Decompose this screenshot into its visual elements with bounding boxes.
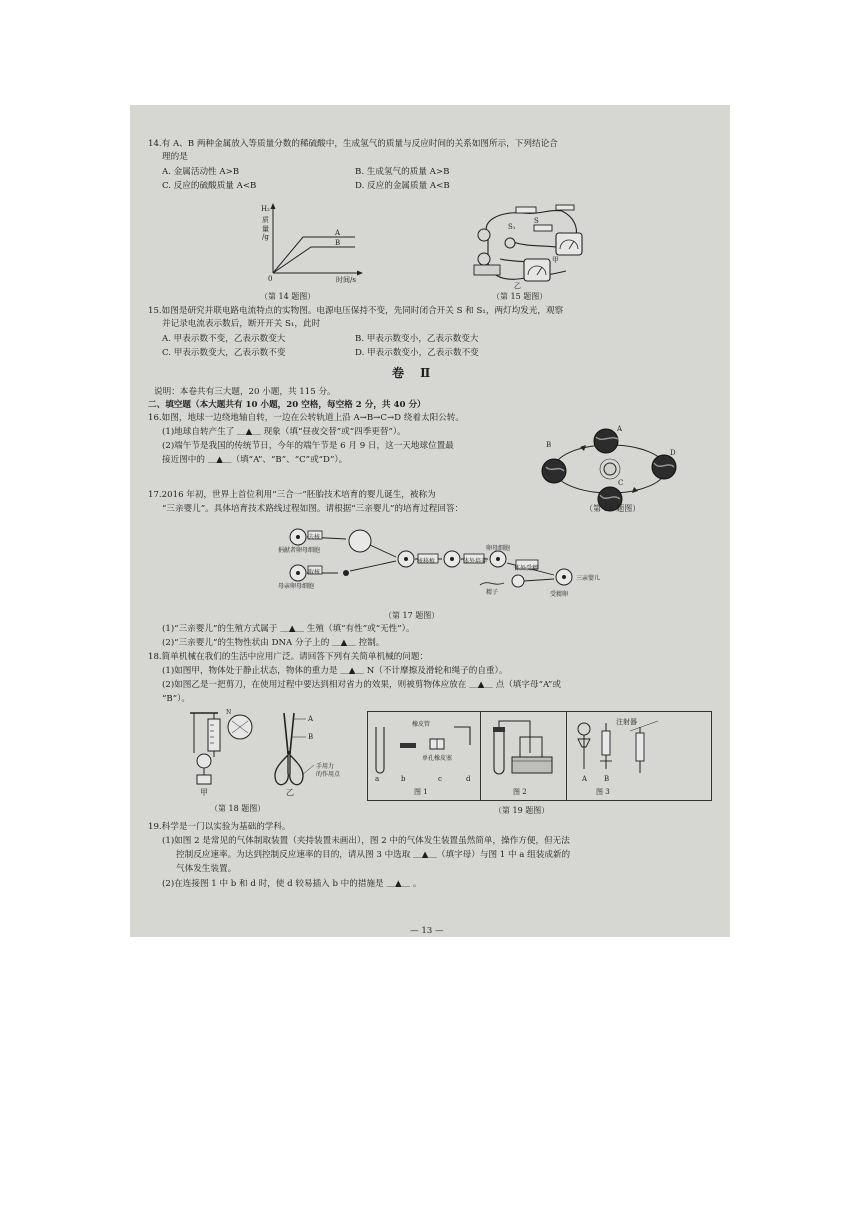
q17-node-zygote: 受精卵 bbox=[550, 591, 569, 598]
q19-label-option-a: A bbox=[582, 775, 588, 783]
q15-option-c: C. 甲表示数变大，乙表示数不变 bbox=[162, 348, 286, 358]
q15-circuit-figure bbox=[470, 201, 600, 291]
q17-sub1: (1)“三亲婴儿”的生殖方式属于 ＿▲＿ 生殖（填“有性”或“无性”）。 bbox=[162, 624, 415, 634]
q14-line-a-label: A bbox=[335, 229, 341, 237]
q19-label-stopper: 单孔橡皮塞 bbox=[422, 755, 453, 762]
q16-sub2-line2: 接近图中的 ＿▲＿（填“A”、“B”、“C”或“D”）。 bbox=[162, 455, 348, 465]
q15-stem-line2: 并记录电流表示数后，断开开关 S₁，此时 bbox=[162, 319, 321, 329]
q16-label-a: A bbox=[617, 425, 623, 433]
q18-sub1: (1)如图甲，物体处于静止状态，物体的重力是 ＿▲＿ N（不计摩擦及滑轮和绳子的自重）。 bbox=[162, 666, 508, 676]
q18-label-hand-force: 手用力 bbox=[316, 763, 335, 770]
q18-label-yi: 乙 bbox=[286, 788, 294, 797]
q14-origin-label: 0 bbox=[268, 275, 273, 283]
q14-option-d: D. 反应的金属质量 A<B bbox=[355, 181, 450, 191]
q19-fig2-apparatus bbox=[484, 717, 564, 787]
q17-node-nuclear-transfer: 核移植 bbox=[417, 558, 436, 565]
q17-node-donor-oocyte: 捐献者卵母细胞 bbox=[278, 547, 321, 554]
q15-option-b: B. 甲表示数变小，乙表示数变大 bbox=[355, 334, 479, 344]
q18-label-force-point: 的作用点 bbox=[316, 771, 341, 778]
q15-ammeter-jia-label: 甲 bbox=[552, 256, 559, 264]
q14-option-c: C. 反应的硫酸质量 A<B bbox=[162, 181, 257, 191]
q14-line-b-label: B bbox=[335, 239, 341, 247]
q14-y-label-3: 量 bbox=[262, 225, 269, 233]
q15-option-a: A. 甲表示数不变，乙表示数变大 bbox=[162, 334, 286, 344]
q17-stem-line2: “三亲婴儿”。具体培育技术路线过程如图。请根据“三亲婴儿”的培育过程回答： bbox=[162, 504, 464, 514]
q16-caption: （第 16 题图） bbox=[585, 504, 641, 513]
q14-y-label-2: 质 bbox=[262, 216, 269, 224]
q19-fig3-options bbox=[570, 717, 706, 787]
q14-option-b: B. 生成氢气的质量 A>B bbox=[355, 167, 450, 177]
q17-node-take-nucleus: 取核 bbox=[308, 569, 321, 576]
q19-caption: （第 19 题图） bbox=[494, 806, 550, 815]
q17-node-ivf: 体外受精 bbox=[514, 565, 539, 572]
q16-sub2-line1: (2)端午节是我国的传统节日，今年的端午节是 6 月 9 日，这一天地球位置最 bbox=[162, 441, 454, 451]
q17-node-mother-oocyte: 母亲卵母细胞 bbox=[278, 583, 315, 590]
q17-stem-line1: 17.2016 年初，世界上首位利用“三合一”胚胎技术培育的婴儿诞生，被称为 bbox=[148, 490, 436, 500]
q19-label-fig2: 图 2 bbox=[513, 788, 527, 796]
q18-label-a: A bbox=[308, 715, 314, 723]
scanned-page bbox=[130, 105, 730, 937]
q17-node-culture: 体外培养 bbox=[463, 558, 488, 565]
q16-label-b: B bbox=[546, 441, 552, 449]
q19-divider-1 bbox=[480, 711, 481, 800]
page-number: — 13 — bbox=[410, 926, 444, 936]
fill-blank-heading: 二、填空题（本大题共有 10 小题，20 空格，每空格 2 分，共 40 分） bbox=[148, 400, 426, 410]
q14-y-label-4: /g bbox=[262, 233, 269, 241]
q19-sub1-line2: 控制反应速率。为达到控制反应速率的目的，请从图 3 中选取 ＿▲＿（填字母）与图 1 中 a 组装成新的 bbox=[176, 850, 571, 860]
q19-label-syringe: 注射器 bbox=[616, 718, 637, 726]
q16-orbit-figure bbox=[540, 423, 680, 513]
q14-graph bbox=[255, 203, 365, 283]
q14-x-label: 时间/s bbox=[336, 276, 356, 284]
q17-caption: （第 17 题图） bbox=[384, 611, 440, 620]
q19-sub1-line1: (1)如图 2 是常见的气体制取装置（夹持装置未画出），图 2 中的气体发生装置虽然简单，操作方便，但无法 bbox=[162, 836, 570, 846]
q15-option-d: D. 甲表示数变小，乙表示数不变 bbox=[355, 348, 479, 358]
section-ii-note: 说明：本卷共有三大题，20 小题，共 115 分。 bbox=[154, 387, 336, 397]
q17-sub2: (2)“三亲婴儿”的生物性状由 DNA 分子上的 ＿▲＿ 控制。 bbox=[162, 638, 385, 648]
q16-stem: 16.如图，地球一边绕地轴自转，一边在公转轨道上沿 A→B→C→D 绕着太阳公转。 bbox=[148, 413, 464, 423]
q19-label-a: a bbox=[375, 775, 380, 783]
q18-sub2-line1: (2)如图乙是一把剪刀，在使用过程中要达到相对省力的效果，则被剪物体应放在 ＿▲＿ 点（填字母“A”或 bbox=[162, 680, 561, 690]
q14-option-a: A. 金属活动性 A>B bbox=[162, 167, 240, 177]
section-ii-title: 卷 Ⅱ bbox=[392, 366, 437, 380]
q17-node-enucleate: 去核 bbox=[308, 534, 321, 541]
q19-divider-2 bbox=[566, 711, 567, 800]
q16-label-c: C bbox=[618, 479, 624, 487]
q19-stem: 19.科学是一门以实验为基础的学科。 bbox=[148, 822, 291, 832]
q19-label-fig3: 图 3 bbox=[596, 788, 610, 796]
q19-label-d: d bbox=[466, 775, 471, 783]
q19-label-b: b bbox=[401, 775, 406, 783]
q15-switch-s1-label: S₁ bbox=[508, 223, 516, 231]
q15-caption: （第 15 题图） bbox=[492, 292, 548, 301]
q18-caption: （第 18 题图） bbox=[210, 804, 266, 813]
q18-label-b: B bbox=[308, 733, 314, 741]
q19-sub1-line3: 气体发生装置。 bbox=[176, 864, 237, 874]
q15-switch-s-label: S bbox=[534, 217, 539, 225]
q15-stem-line1: 15.如图是研究并联电路电流特点的实物图。电源电压保持不变，先同时闭合开关 S 和 S₁，两灯均发光，观察 bbox=[148, 306, 564, 316]
q18-sub2-line2: “B”）。 bbox=[162, 694, 190, 704]
q17-node-sperm: 精子 bbox=[486, 589, 499, 596]
q19-label-fig1: 图 1 bbox=[414, 788, 428, 796]
q19-sub2: (2)在连接图 1 中 b 和 d 时，使 d 较易插入 b 中的措施是 ＿▲＿ 。 bbox=[162, 879, 422, 889]
q16-sub1: (1)地球自转产生了 ＿▲＿ 现象（填“昼夜交替”或“四季更替”）。 bbox=[162, 427, 406, 437]
q15-ammeter-yi-label: 乙 bbox=[514, 282, 521, 290]
q16-label-d: D bbox=[670, 449, 676, 457]
q14-stem-line2: 理的是 bbox=[162, 152, 188, 162]
q19-label-tube: 橡皮管 bbox=[412, 721, 431, 728]
q18-label-jia: 甲 bbox=[200, 788, 208, 797]
q14-caption: （第 14 题图） bbox=[260, 292, 316, 301]
q17-node-baby: 三亲婴儿 bbox=[576, 575, 601, 582]
q19-label-c: c bbox=[438, 775, 442, 783]
q18-label-n: N bbox=[226, 709, 232, 716]
q18-stem: 18.简单机械在我们的生活中应用广泛。请回答下列有关简单机械的问题： bbox=[148, 652, 429, 662]
q14-stem-line1: 14.有 A、B 两种金属放入等质量分数的稀硫酸中，生成氢气的质量与反应时间的关系如图所示，下列结论合 bbox=[148, 139, 558, 149]
q19-label-option-b: B bbox=[604, 775, 610, 783]
q17-node-oocyte: 卵母细胞 bbox=[486, 545, 511, 552]
q14-y-label-h2: H₂ bbox=[261, 205, 270, 213]
